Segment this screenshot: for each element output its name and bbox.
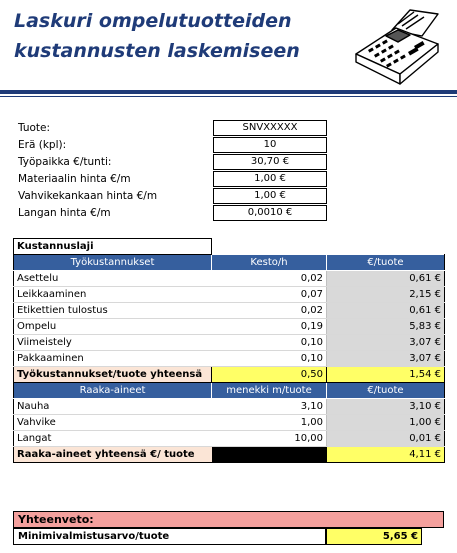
work-duration[interactable]: 0,10 <box>212 335 327 351</box>
input-label-thread-price: Langan hinta €/m <box>18 207 111 219</box>
material-usage[interactable]: 3,10 <box>212 399 327 415</box>
work-name: Pakkaaminen <box>14 351 212 367</box>
work-duration[interactable]: 0,07 <box>212 287 327 303</box>
work-duration[interactable]: 0,02 <box>212 303 327 319</box>
table-row <box>14 415 445 431</box>
table-row <box>14 271 445 287</box>
work-total-cost: 1,54 € <box>327 367 445 383</box>
work-header-name: Työkustannukset <box>14 255 212 271</box>
input-label-product: Tuote: <box>18 122 51 134</box>
input-label-reinforcement-price: Vahvikekankaan hinta €/m <box>18 190 158 202</box>
work-total-label: Työkustannukset/tuote yhteensä <box>14 367 212 383</box>
material-total-blank <box>212 447 327 463</box>
work-duration[interactable]: 0,10 <box>212 351 327 367</box>
product-field[interactable]: SNVXXXXX <box>213 120 327 136</box>
page-title-line1: Laskuri ompelutuotteiden <box>14 10 292 32</box>
table-row <box>14 399 445 415</box>
input-label-hourly-rate: Työpaikka €/tunti: <box>18 156 112 168</box>
material-name: Nauha <box>14 399 212 415</box>
material-usage[interactable]: 1,00 <box>212 415 327 431</box>
header-rule-thick <box>0 90 457 94</box>
material-cost: 0,01 € <box>327 431 445 447</box>
table-row <box>14 335 445 351</box>
cost-table <box>13 238 445 463</box>
material-cost: 1,00 € <box>327 415 445 431</box>
material-total-label: Raaka-aineet yhteensä €/ tuote <box>14 447 212 463</box>
material-header-usage: menekki m/tuote <box>212 383 327 399</box>
cost-section-row <box>14 239 445 255</box>
calculator-icon <box>352 8 442 88</box>
work-name: Etikettien tulostus <box>14 303 212 319</box>
work-name: Viimeistely <box>14 335 212 351</box>
page-title-line2: kustannusten laskemiseen <box>14 40 300 62</box>
summary-label: Minimivalmistusarvo/tuote <box>13 528 326 545</box>
work-duration[interactable]: 0,19 <box>212 319 327 335</box>
work-cost: 0,61 € <box>327 303 445 319</box>
material-name: Vahvike <box>14 415 212 431</box>
work-cost: 3,07 € <box>327 335 445 351</box>
header-rule-thin <box>0 96 457 97</box>
input-label-material-price: Materiaalin hinta €/m <box>18 173 131 185</box>
material-header-row <box>14 383 445 399</box>
summary-value: 5,65 € <box>326 528 422 545</box>
hourly-rate-field[interactable]: 30,70 € <box>213 154 327 170</box>
reinforcement-price-field[interactable]: 1,00 € <box>213 188 327 204</box>
material-price-field[interactable]: 1,00 € <box>213 171 327 187</box>
table-row <box>14 287 445 303</box>
table-row <box>14 319 445 335</box>
batch-field[interactable]: 10 <box>213 137 327 153</box>
material-header-cost: €/tuote <box>327 383 445 399</box>
work-cost: 0,61 € <box>327 271 445 287</box>
table-row <box>14 303 445 319</box>
work-total-duration: 0,50 <box>212 367 327 383</box>
material-header-name: Raaka-aineet <box>14 383 212 399</box>
table-row <box>14 351 445 367</box>
work-name: Ompelu <box>14 319 212 335</box>
work-cost: 2,15 € <box>327 287 445 303</box>
work-header-cost: €/tuote <box>327 255 445 271</box>
input-label-batch: Erä (kpl): <box>18 139 67 151</box>
material-total-cost: 4,11 € <box>327 447 445 463</box>
work-total-row <box>14 367 445 383</box>
material-usage[interactable]: 10,00 <box>212 431 327 447</box>
material-cost: 3,10 € <box>327 399 445 415</box>
work-header-row <box>14 255 445 271</box>
work-cost: 5,83 € <box>327 319 445 335</box>
material-total-row <box>14 447 445 463</box>
work-duration[interactable]: 0,02 <box>212 271 327 287</box>
summary-title: Yhteenveto: <box>13 511 444 528</box>
work-header-duration: Kesto/h <box>212 255 327 271</box>
work-name: Leikkaaminen <box>14 287 212 303</box>
material-name: Langat <box>14 431 212 447</box>
work-name: Asettelu <box>14 271 212 287</box>
cost-section-label: Kustannuslaji <box>14 239 212 255</box>
work-cost: 3,07 € <box>327 351 445 367</box>
thread-price-field[interactable]: 0,0010 € <box>213 205 327 221</box>
table-row <box>14 431 445 447</box>
